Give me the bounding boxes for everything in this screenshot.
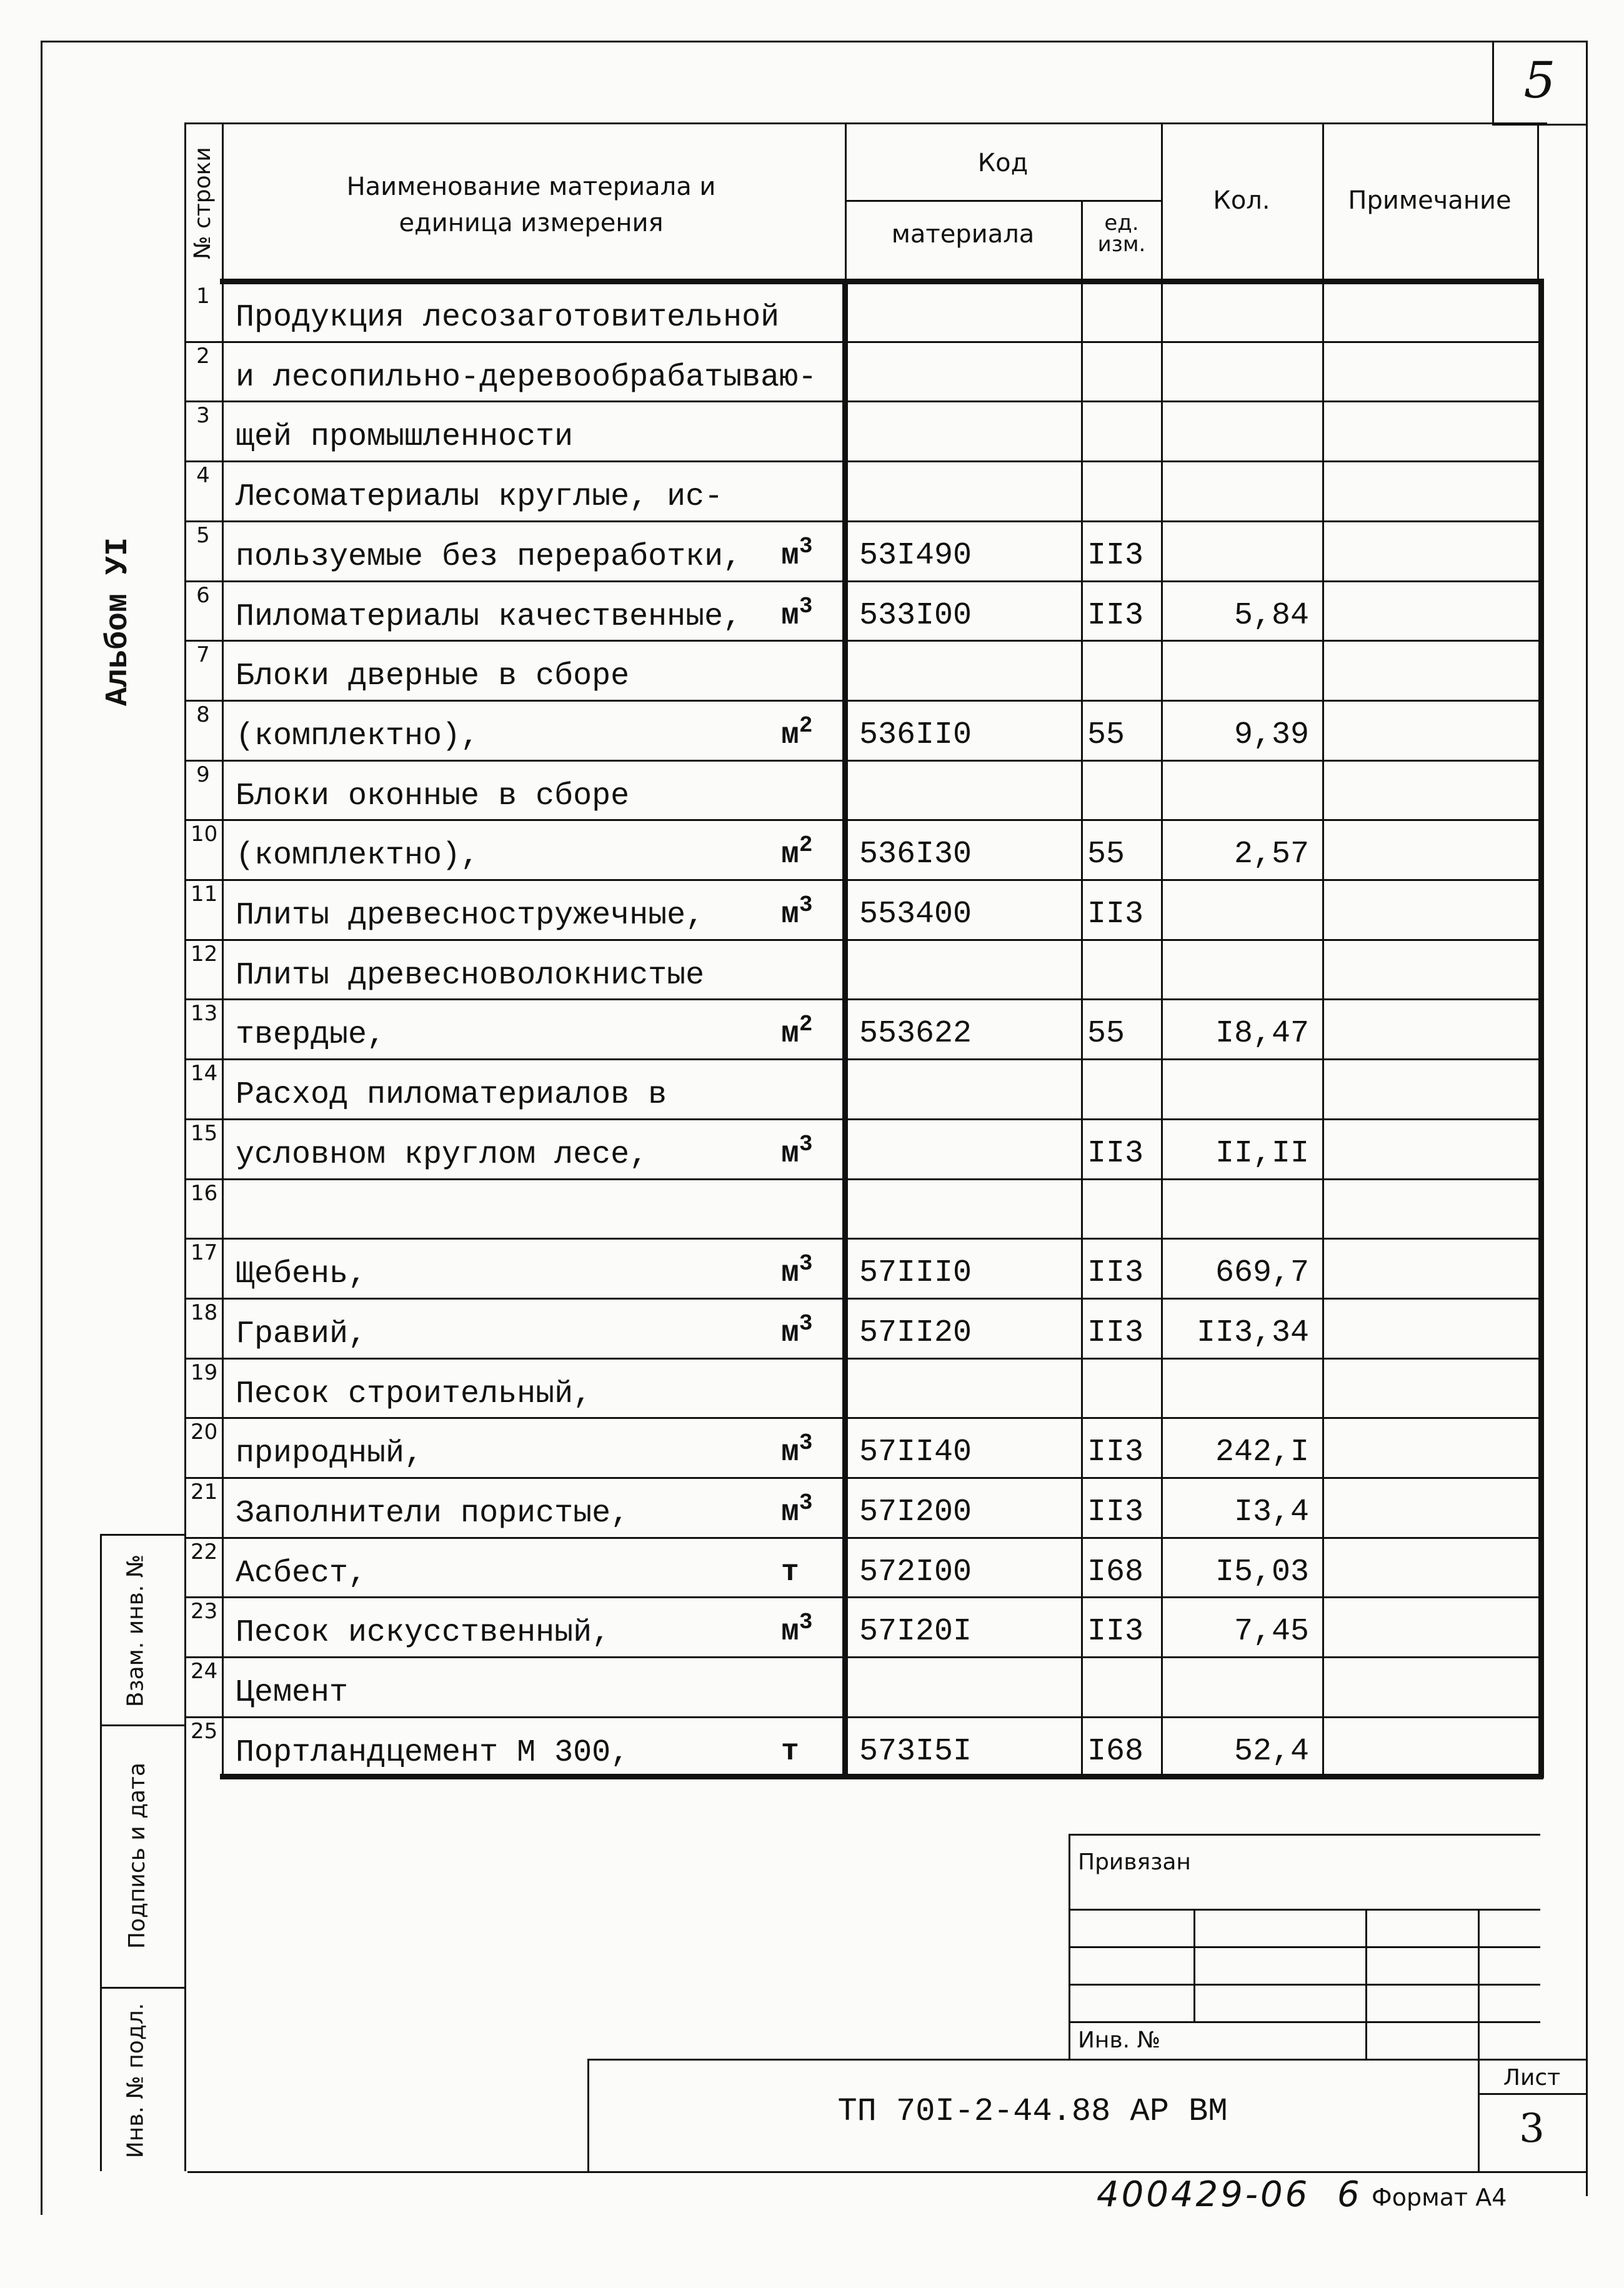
quantity: 2,57 (1233, 837, 1309, 872)
note-cell (1325, 640, 1537, 700)
row-number: 20 (191, 1420, 218, 1445)
unit-exponent: 3 (799, 1609, 813, 1635)
unit-letter: м (781, 838, 799, 872)
unit-letter: т (781, 1556, 799, 1589)
note-cell (1325, 341, 1537, 401)
header-code-material: материала (891, 220, 1035, 249)
row-number: 5 (196, 523, 210, 548)
quantity: 52,4 (1233, 1734, 1309, 1769)
note-cell (1325, 1058, 1537, 1118)
unit-exponent: 3 (799, 892, 813, 918)
unit-exponent: 3 (799, 1311, 813, 1336)
row-number: 3 (196, 403, 210, 428)
row-number: 16 (191, 1181, 218, 1206)
unit-code: II3 (1087, 1315, 1144, 1351)
unit-letter: м (781, 1137, 799, 1171)
unit-symbol (781, 594, 813, 633)
unit-code: 55 (1087, 837, 1125, 872)
unit-symbol (781, 1012, 813, 1051)
table-row (184, 281, 1540, 341)
note-cell (1325, 879, 1537, 939)
row-number: 4 (196, 463, 210, 488)
material-code: 536II0 (859, 717, 972, 753)
table-row (184, 819, 1540, 879)
quantity: II,II (1215, 1136, 1309, 1171)
unit-code: II3 (1087, 1136, 1144, 1171)
unit-code: II3 (1087, 1255, 1144, 1291)
material-name: Песок строительный, (236, 1376, 592, 1412)
handwritten-number: 400429-06 (1097, 2174, 1310, 2215)
row-number: 14 (191, 1061, 218, 1086)
material-name: Плиты древесностружечные, (236, 898, 705, 933)
material-code: 57III0 (859, 1255, 972, 1291)
row-number: 10 (191, 822, 218, 847)
title-inv-no: Инв. № (1078, 2027, 1161, 2053)
row-number: 24 (191, 1659, 218, 1684)
material-name: (комплектно), (236, 719, 480, 754)
row-number: 25 (191, 1719, 218, 1744)
material-name: Песок искусственный, (236, 1615, 611, 1651)
title-privyazan: Привязан (1078, 1849, 1191, 1875)
note-cell (1325, 1417, 1537, 1477)
material-name: Плиты древесноволокнистые (236, 958, 705, 993)
stamp-vzam-inv: Взам. инв. № (122, 1554, 149, 1708)
unit-letter: м (781, 1496, 799, 1529)
stamp-inv-podl: Инв. № подл. (122, 2002, 149, 2159)
table-row (184, 939, 1540, 999)
table-row (184, 1716, 1540, 1776)
material-name: природный, (236, 1436, 424, 1471)
table-row (184, 580, 1540, 640)
row-number: 6 (196, 583, 210, 608)
quantity: 7,45 (1233, 1614, 1309, 1649)
table-row (184, 460, 1540, 520)
material-name: пользуемые без переработки, (236, 539, 742, 575)
list-label: Лист (1503, 2065, 1561, 2091)
unit-exponent: 3 (799, 1430, 813, 1456)
list-number: 3 (1519, 2106, 1545, 2152)
table-row (184, 1477, 1540, 1537)
material-name: условном круглом лесе, (236, 1137, 649, 1173)
material-code: 553400 (859, 897, 972, 932)
table-row (184, 400, 1540, 460)
unit-letter: м (781, 1436, 799, 1470)
quantity: 669,7 (1215, 1255, 1309, 1291)
note-cell (1325, 580, 1537, 640)
note-cell (1325, 1358, 1537, 1418)
material-code: 57II20 (859, 1315, 972, 1351)
unit-code: II3 (1087, 1435, 1144, 1470)
unit-symbol (781, 1490, 813, 1529)
unit-code: II3 (1087, 598, 1144, 634)
note-cell (1325, 1238, 1537, 1298)
unit-letter: м (781, 1256, 799, 1290)
row-number: 11 (191, 882, 218, 907)
material-name: и лесопильно-деревообрабатываю- (236, 360, 817, 395)
unit-code: 55 (1087, 717, 1125, 753)
unit-symbol (781, 892, 813, 932)
note-cell (1325, 1716, 1537, 1776)
row-number: 19 (191, 1360, 218, 1385)
material-code: 57I200 (859, 1495, 972, 1530)
material-name: Блоки дверные в сборе (236, 659, 630, 694)
table-row (184, 998, 1540, 1058)
unit-symbol (781, 1430, 813, 1470)
unit-code: II3 (1087, 538, 1144, 574)
material-code: 57I20I (859, 1614, 972, 1649)
unit-symbol (781, 1735, 799, 1769)
unit-letter: м (781, 599, 799, 633)
note-cell (1325, 400, 1537, 460)
material-name: Лесоматериалы круглые, ис- (236, 479, 724, 515)
material-name: твердые, (236, 1017, 386, 1053)
header-name: Наименование материала и единица измерения (346, 172, 716, 237)
note-cell (1325, 460, 1537, 520)
unit-letter: м (781, 539, 799, 573)
quantity: 9,39 (1233, 717, 1309, 753)
unit-symbol (781, 713, 813, 752)
note-cell (1325, 1477, 1537, 1537)
unit-code: 55 (1087, 1016, 1125, 1052)
unit-exponent: 2 (799, 1012, 813, 1037)
header-qty: Кол. (1213, 186, 1270, 215)
unit-letter: м (781, 719, 799, 752)
table-row (184, 1298, 1540, 1358)
row-number: 21 (191, 1480, 218, 1505)
note-cell (1325, 1178, 1537, 1238)
note-cell (1325, 760, 1537, 820)
unit-exponent: 3 (799, 1490, 813, 1516)
material-name: Заполнители пористые, (236, 1496, 630, 1531)
row-number: 18 (191, 1300, 218, 1325)
row-number: 22 (191, 1539, 218, 1564)
unit-code: II3 (1087, 1495, 1144, 1530)
album-label: Альбом УI (101, 537, 136, 707)
stamp-signature-date: Подпись и дата (124, 1762, 150, 1949)
row-number: 2 (196, 344, 210, 369)
unit-symbol (781, 1132, 813, 1171)
note-cell (1325, 939, 1537, 999)
table-row (184, 1656, 1540, 1716)
table-row (184, 879, 1540, 939)
table-row (184, 1417, 1540, 1477)
quantity: I5,03 (1215, 1554, 1309, 1590)
unit-symbol (781, 1251, 813, 1290)
unit-letter: м (781, 1615, 799, 1649)
material-name: щей промышленности (236, 419, 574, 455)
material-code: 573I5I (859, 1734, 972, 1769)
unit-code: II3 (1087, 897, 1144, 932)
note-cell (1325, 1596, 1537, 1656)
quantity: 242,I (1215, 1435, 1309, 1470)
material-code: 533I00 (859, 598, 972, 634)
table-row (184, 1178, 1540, 1238)
material-code: 553622 (859, 1016, 972, 1052)
table-row (184, 341, 1540, 401)
row-number: 7 (196, 642, 210, 667)
row-number: 13 (191, 1001, 218, 1026)
unit-code: I68 (1087, 1554, 1144, 1590)
table-row (184, 520, 1540, 580)
unit-symbol (781, 832, 813, 872)
table-row (184, 1058, 1540, 1118)
material-name: Щебень, (236, 1256, 367, 1292)
format-label: Формат А4 (1372, 2184, 1507, 2211)
table-row (184, 640, 1540, 700)
table-row (184, 1238, 1540, 1298)
header-code: Код (977, 149, 1029, 177)
unit-exponent: 3 (799, 1132, 813, 1157)
unit-exponent: 3 (799, 1251, 813, 1276)
note-cell (1325, 998, 1537, 1058)
material-name: Продукция лесозаготовительной (236, 300, 780, 336)
table-row (184, 700, 1540, 760)
material-code: 53I490 (859, 538, 972, 574)
unit-symbol (781, 1609, 813, 1649)
header-note: Примечание (1348, 186, 1512, 215)
quantity: 5,84 (1233, 598, 1309, 634)
unit-letter: м (781, 1316, 799, 1350)
material-name: Пиломатериалы качественные, (236, 599, 742, 635)
quantity: I8,47 (1215, 1016, 1309, 1052)
material-name: Блоки оконные в сборе (236, 778, 630, 814)
unit-symbol (781, 1311, 813, 1350)
row-number: 1 (196, 284, 210, 309)
note-cell (1325, 1537, 1537, 1597)
note-cell (1325, 700, 1537, 760)
material-code: 572I00 (859, 1554, 972, 1590)
quantity: I3,4 (1233, 1495, 1309, 1530)
handwritten-page: 6 (1337, 2174, 1360, 2215)
row-number: 15 (191, 1121, 218, 1146)
row-number: 8 (196, 702, 210, 727)
note-cell (1325, 1656, 1537, 1716)
material-name: Расход пиломатериалов в (236, 1077, 667, 1113)
table-row (184, 760, 1540, 820)
header-row-number: № строки (190, 147, 216, 259)
material-name: Цемент (236, 1675, 349, 1711)
note-cell (1325, 819, 1537, 879)
table-row (184, 1118, 1540, 1178)
note-cell (1325, 281, 1537, 341)
material-name: Асбест, (236, 1556, 367, 1591)
note-cell (1325, 520, 1537, 580)
unit-exponent: 2 (799, 832, 813, 858)
unit-letter: т (781, 1735, 799, 1769)
material-code: 57II40 (859, 1435, 972, 1470)
material-name: (комплектно), (236, 838, 480, 873)
unit-letter: м (781, 898, 799, 932)
row-number: 17 (191, 1240, 218, 1265)
material-name: Портландцемент М 300, (236, 1735, 630, 1771)
material-code: 536I30 (859, 837, 972, 872)
table-row (184, 1596, 1540, 1656)
unit-exponent: 3 (799, 534, 813, 559)
unit-code: II3 (1087, 1614, 1144, 1649)
unit-exponent: 3 (799, 594, 813, 619)
quantity: II3,34 (1196, 1315, 1309, 1351)
doc-code: ТП 70I-2-44.88 АР ВМ (837, 2093, 1228, 2130)
material-name: Гравий, (236, 1316, 367, 1352)
row-number: 23 (191, 1599, 218, 1624)
note-cell (1325, 1298, 1537, 1358)
note-cell (1325, 1118, 1537, 1178)
table-row (184, 1537, 1540, 1597)
unit-symbol (781, 1556, 799, 1589)
unit-code: I68 (1087, 1734, 1144, 1769)
table-row (184, 1358, 1540, 1418)
header-code-unit: ед. изм. (1097, 211, 1146, 257)
row-number: 9 (196, 762, 210, 787)
unit-letter: м (781, 1017, 799, 1051)
unit-symbol (781, 534, 813, 573)
unit-exponent: 2 (799, 713, 813, 739)
sheet-corner-number: 5 (1523, 51, 1556, 109)
row-number: 12 (191, 942, 218, 967)
